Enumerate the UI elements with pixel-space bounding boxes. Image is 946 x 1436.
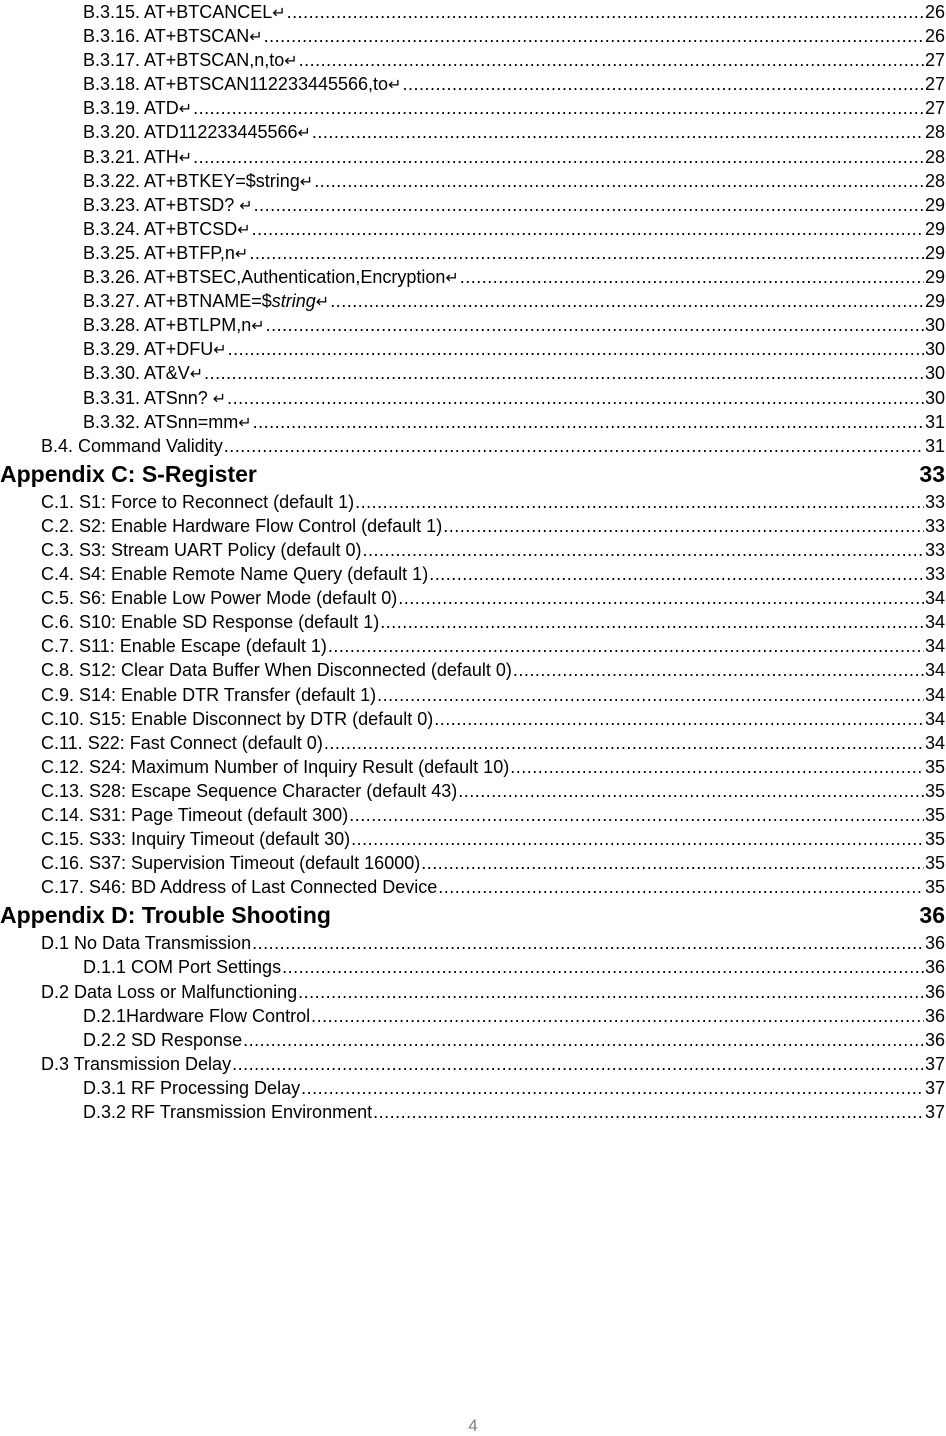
toc-entry[interactable] xyxy=(0,658,946,682)
dot-leader xyxy=(434,707,924,731)
toc-entry-page: 35 xyxy=(924,877,945,898)
toc-entry-page: 36 xyxy=(924,981,945,1002)
toc-entry-page: 33 xyxy=(924,491,945,512)
dot-leader xyxy=(421,851,924,875)
toc-entry-page: 27 xyxy=(924,74,945,95)
dot-leader xyxy=(311,1004,924,1028)
toc-entry-page: 28 xyxy=(924,122,945,143)
toc-entry-page: 33 xyxy=(924,539,945,560)
toc-entry-title: C.12. S24: Maximum Number of Inquiry Result (default 10) xyxy=(41,756,510,777)
toc-entry-title: C.10. S15: Enable Disconnect by DTR (default 0) xyxy=(41,708,434,729)
toc-entry[interactable] xyxy=(0,980,946,1004)
toc-entry-page: 34 xyxy=(924,636,945,657)
toc-entry[interactable] xyxy=(0,586,946,610)
dot-leader xyxy=(402,72,924,96)
toc-heading[interactable] xyxy=(0,458,946,490)
toc-entry[interactable] xyxy=(0,851,946,875)
toc-entry-page: 30 xyxy=(924,387,945,408)
toc-entry-page: 30 xyxy=(924,315,945,336)
toc-entry[interactable] xyxy=(0,803,946,827)
toc-entry-page: 28 xyxy=(924,146,945,167)
dot-leader xyxy=(193,96,924,120)
toc-entry[interactable] xyxy=(0,875,946,899)
toc-entry-title: B.3.20. ATD112233445566↵ xyxy=(83,122,311,143)
toc-entry[interactable] xyxy=(0,931,946,955)
toc-entry-title: B.3.19. ATD↵ xyxy=(83,98,193,119)
toc-entry-title: B.3.17. AT+BTSCAN,n,to↵ xyxy=(83,50,298,71)
toc-entry-title: B.3.21. ATH↵ xyxy=(83,146,193,167)
toc-entry[interactable] xyxy=(0,755,946,779)
toc-entry-title: D.3 Transmission Delay xyxy=(41,1053,232,1074)
toc-entry-page: 26 xyxy=(924,2,945,22)
toc-entry[interactable] xyxy=(0,361,946,385)
toc-entry-title: B.3.26. AT+BTSEC,Authentication,Encryption↵ xyxy=(83,267,459,288)
toc-entry-page: 26 xyxy=(924,26,945,47)
toc-entry-page: 33 xyxy=(924,515,945,536)
toc-entry[interactable] xyxy=(0,145,946,169)
toc-entry-title: C.7. S11: Enable Escape (default 1) xyxy=(41,636,327,657)
toc-entry[interactable] xyxy=(0,48,946,72)
toc-entry-page: 33 xyxy=(924,564,945,585)
dot-leader xyxy=(287,0,924,24)
toc-entry-title: B.3.31. ATSnn? ↵ xyxy=(83,387,227,408)
toc-entry-page: 29 xyxy=(924,194,945,215)
toc-entry[interactable] xyxy=(0,514,946,538)
toc-entry[interactable] xyxy=(0,610,946,634)
toc-heading[interactable] xyxy=(0,899,946,931)
dot-leader xyxy=(513,658,924,682)
toc-entry-title: Appendix C: S-Register xyxy=(0,460,257,487)
toc-entry-title: B.3.18. AT+BTSCAN112233445566,to↵ xyxy=(83,74,402,95)
toc-entry-title: Appendix D: Trouble Shooting xyxy=(0,902,331,929)
toc-entry[interactable] xyxy=(0,217,946,241)
toc-entry-page: 35 xyxy=(924,829,945,850)
dot-leader xyxy=(328,634,924,658)
toc-entry[interactable] xyxy=(0,634,946,658)
toc-entry[interactable] xyxy=(0,434,946,458)
toc-entry-page: 35 xyxy=(924,805,945,825)
toc-entry[interactable] xyxy=(0,1052,946,1076)
toc-entry-title: C.14. S31: Page Timeout (default 300) xyxy=(41,805,349,825)
toc-entry-page: 36 xyxy=(924,957,945,978)
toc-entry[interactable] xyxy=(0,289,946,313)
dot-leader xyxy=(324,731,924,755)
dot-leader xyxy=(380,610,924,634)
dot-leader xyxy=(355,490,924,514)
dot-leader xyxy=(299,48,924,72)
toc-entry-page: 36 xyxy=(924,1005,945,1026)
toc-entry-page: 30 xyxy=(924,339,945,360)
dot-leader xyxy=(298,980,924,1004)
toc-entry-page: 35 xyxy=(924,853,945,874)
toc-entry[interactable] xyxy=(0,1028,946,1052)
dot-leader xyxy=(398,586,924,610)
toc-entry-page: 34 xyxy=(924,612,945,633)
toc-entry[interactable] xyxy=(0,169,946,193)
toc-entry-page: 36 xyxy=(919,902,945,929)
dot-leader xyxy=(253,410,924,434)
dot-leader xyxy=(249,241,924,265)
toc-entry-page: 34 xyxy=(924,588,945,609)
toc-entry[interactable] xyxy=(0,1100,946,1124)
toc-entry-title: D.2.1Hardware Flow Control xyxy=(83,1005,311,1026)
toc-entry[interactable] xyxy=(0,410,946,434)
dot-leader xyxy=(330,289,924,313)
dot-leader xyxy=(301,1076,924,1100)
toc-entry[interactable] xyxy=(0,683,946,707)
dot-leader xyxy=(377,683,924,707)
toc-entry-page: 36 xyxy=(924,933,945,954)
toc-entry-title: B.3.32. ATSnn=mm↵ xyxy=(83,411,252,432)
toc-entry-title: C.1. S1: Force to Reconnect (default 1) xyxy=(41,491,355,512)
toc-entry-title: C.17. S46: BD Address of Last Connected Device xyxy=(41,877,438,898)
toc-entry[interactable] xyxy=(0,562,946,586)
toc-entry-page: 29 xyxy=(924,291,945,312)
dot-leader xyxy=(458,779,924,803)
dot-leader xyxy=(362,538,924,562)
toc-entry-title: B.3.16. AT+BTSCAN↵ xyxy=(83,26,263,47)
toc-entry-title: C.6. S10: Enable SD Response (default 1) xyxy=(41,612,380,633)
toc-entry-page: 29 xyxy=(924,267,945,288)
toc-entry-title: B.3.25. AT+BTFP,n↵ xyxy=(83,242,249,263)
toc-entry-title: C.9. S14: Enable DTR Transfer (default 1) xyxy=(41,684,377,705)
dot-leader xyxy=(460,265,924,289)
toc-entry-page: 31 xyxy=(924,435,945,456)
toc-entry-page: 34 xyxy=(924,684,945,705)
dot-leader xyxy=(193,145,924,169)
toc-entry-title: B.3.22. AT+BTKEY=$string↵ xyxy=(83,170,314,191)
toc-entry[interactable] xyxy=(0,827,946,851)
dot-leader xyxy=(429,562,924,586)
toc-entry[interactable] xyxy=(0,538,946,562)
toc-entry-title: C.11. S22: Fast Connect (default 0) xyxy=(41,732,323,753)
toc-entry-title: D.1 No Data Transmission xyxy=(41,933,252,954)
toc-entry-title: D.1.1 COM Port Settings xyxy=(83,957,282,978)
toc-entry-title: C.4. S4: Enable Remote Name Query (default 1) xyxy=(41,564,429,585)
toc-entry-title: D.2.2 SD Response xyxy=(83,1029,243,1050)
dot-leader xyxy=(266,313,924,337)
toc-entry-page: 37 xyxy=(924,1053,945,1074)
toc-entry[interactable] xyxy=(0,0,946,24)
toc-entry[interactable] xyxy=(0,241,946,265)
toc-entry-page: 35 xyxy=(924,756,945,777)
dot-leader xyxy=(243,1028,924,1052)
toc-entry-title: B.4. Command Validity xyxy=(41,435,223,456)
toc-entry-title: B.3.30. AT&V↵ xyxy=(83,363,204,384)
toc-entry-title: C.5. S6: Enable Low Power Mode (default 0) xyxy=(41,588,398,609)
dot-leader xyxy=(254,193,924,217)
toc-entry[interactable] xyxy=(0,1004,946,1028)
toc-entry-page: 34 xyxy=(924,732,945,753)
toc-entry-page: 30 xyxy=(924,363,945,384)
toc-entry-title: B.3.24. AT+BTCSD↵ xyxy=(83,218,251,239)
toc-entry[interactable] xyxy=(0,337,946,361)
toc-entry-title: B.3.15. AT+BTCANCEL↵ xyxy=(83,2,286,22)
toc-entry[interactable] xyxy=(0,731,946,755)
dot-leader xyxy=(252,217,924,241)
toc-entry[interactable] xyxy=(0,707,946,731)
toc-entry[interactable] xyxy=(0,1076,946,1100)
toc-entry-title: B.3.23. AT+BTSD? ↵ xyxy=(83,194,253,215)
toc-entry[interactable] xyxy=(0,24,946,48)
dot-leader xyxy=(227,386,924,410)
toc-entry-title: B.3.29. AT+DFU↵ xyxy=(83,339,227,360)
toc-entry-title: C.3. S3: Stream UART Policy (default 0) xyxy=(41,539,362,560)
toc-entry-title: B.3.28. AT+BTLPM,n↵ xyxy=(83,315,265,336)
toc-entry-page: 34 xyxy=(924,708,945,729)
toc-entry[interactable] xyxy=(0,386,946,410)
toc-entry-page: 35 xyxy=(924,780,945,801)
dot-leader xyxy=(438,875,924,899)
dot-leader xyxy=(349,803,924,827)
dot-leader xyxy=(351,827,924,851)
toc-entry-page: 34 xyxy=(924,660,945,681)
toc-entry[interactable] xyxy=(0,779,946,803)
toc-entry-page: 31 xyxy=(924,411,945,432)
dot-leader xyxy=(510,755,924,779)
toc-entry[interactable] xyxy=(0,96,946,120)
toc-entry-page: 36 xyxy=(924,1029,945,1050)
page-number: 4 xyxy=(468,1416,478,1435)
toc-entry-title: D.3.2 RF Transmission Environment xyxy=(83,1102,373,1123)
toc-entry-page: 29 xyxy=(924,218,945,239)
toc-entry[interactable] xyxy=(0,265,946,289)
toc-entry-page: 27 xyxy=(924,98,945,119)
toc-entry-title: C.15. S33: Inquiry Timeout (default 30) xyxy=(41,829,351,850)
toc-entry[interactable] xyxy=(0,72,946,96)
toc-entry-title: C.16. S37: Supervision Timeout (default 16000) xyxy=(41,853,421,874)
toc-entry-page: 33 xyxy=(919,460,945,487)
toc-entry[interactable] xyxy=(0,120,946,144)
toc-entry-page: 37 xyxy=(924,1102,945,1123)
dot-leader xyxy=(443,514,924,538)
toc-entry-title: C.8. S12: Clear Data Buffer When Disconnected (default 0) xyxy=(41,660,512,681)
toc-entry-title: D.3.1 RF Processing Delay xyxy=(83,1077,301,1098)
toc-entry-title: C.13. S28: Escape Sequence Character (default 43) xyxy=(41,780,458,801)
dot-leader xyxy=(282,955,924,979)
dot-leader xyxy=(264,24,924,48)
dot-leader xyxy=(252,931,924,955)
dot-leader xyxy=(314,169,924,193)
dot-leader xyxy=(373,1100,924,1124)
toc-entry[interactable] xyxy=(0,490,946,514)
toc-entry-title: B.3.27. AT+BTNAME=$string↵ xyxy=(83,291,330,312)
toc-entry[interactable] xyxy=(0,313,946,337)
toc-entry-page: 29 xyxy=(924,242,945,263)
toc-entry[interactable] xyxy=(0,955,946,979)
dot-leader xyxy=(224,434,924,458)
toc-entry-page: 37 xyxy=(924,1077,945,1098)
dot-leader xyxy=(232,1052,924,1076)
dot-leader xyxy=(228,337,924,361)
toc-entry-page: 27 xyxy=(924,50,945,71)
toc-entry-title: C.2. S2: Enable Hardware Flow Control (default 1) xyxy=(41,515,443,536)
dot-leader xyxy=(204,361,924,385)
toc-entry-title: D.2 Data Loss or Malfunctioning xyxy=(41,981,298,1002)
toc-entry[interactable] xyxy=(0,193,946,217)
toc-entry-page: 28 xyxy=(924,170,945,191)
dot-leader xyxy=(312,120,924,144)
